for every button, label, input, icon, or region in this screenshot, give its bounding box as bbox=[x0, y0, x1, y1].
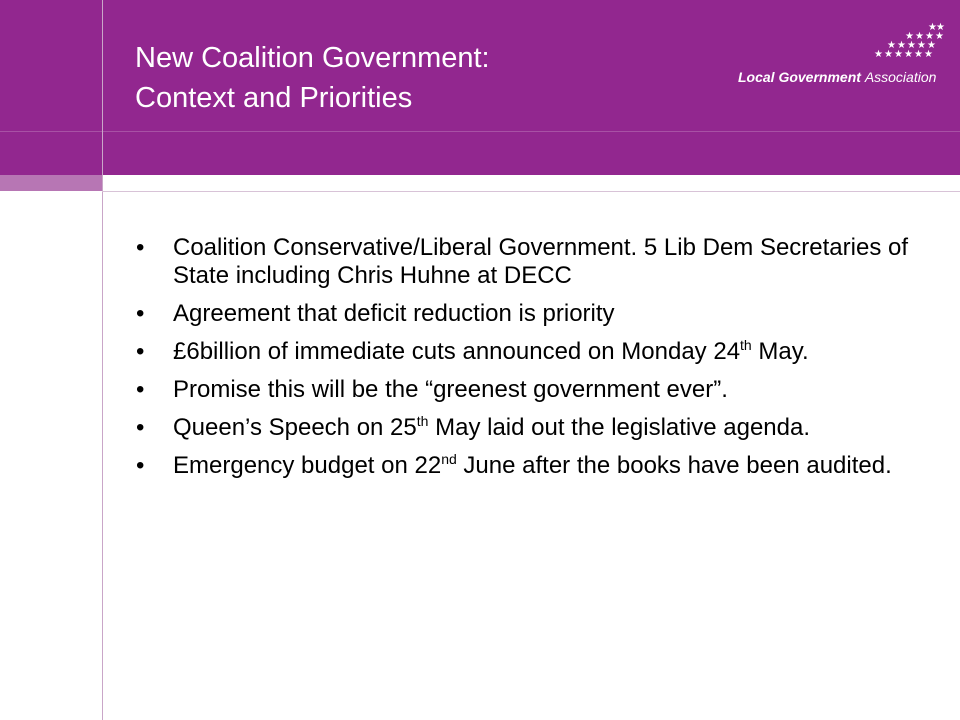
svg-text:★: ★ bbox=[905, 31, 914, 42]
bullet-item: • £6billion of immediate cuts announced on Monday 24th May. bbox=[136, 337, 809, 365]
slide-title bbox=[135, 38, 490, 118]
svg-text:★: ★ bbox=[927, 40, 936, 51]
svg-text:★: ★ bbox=[924, 49, 933, 60]
svg-text:★: ★ bbox=[904, 49, 913, 60]
bullet-item: • Emergency budget on 22nd June after the books have been audited. bbox=[136, 451, 892, 479]
logo-text bbox=[738, 69, 936, 85]
bullet-item: • Promise this will be the “greenest government ever”. bbox=[136, 376, 728, 403]
svg-text:★: ★ bbox=[915, 31, 924, 42]
bullet-item: • Agreement that deficit reduction is priority bbox=[136, 300, 615, 327]
bullet-item: • Queen’s Speech on 25th May laid out the legislative agenda. bbox=[136, 413, 811, 441]
svg-text:★: ★ bbox=[894, 49, 903, 60]
svg-text:★: ★ bbox=[917, 40, 926, 51]
header-divider bbox=[0, 131, 960, 132]
bullet-item: • Coalition Conservative/Liberal Government. 5 Lib Dem Secretaries of State including Chris Huhne at DECC bbox=[136, 234, 909, 289]
svg-text:★: ★ bbox=[887, 40, 896, 51]
svg-text:★: ★ bbox=[935, 31, 944, 42]
svg-text:★: ★ bbox=[907, 40, 916, 51]
content-top-rule bbox=[102, 191, 960, 192]
svg-text:★: ★ bbox=[928, 22, 937, 33]
stars-icon bbox=[738, 20, 948, 68]
logo-text-light: Association bbox=[864, 69, 937, 85]
svg-text:★: ★ bbox=[897, 40, 906, 51]
slide-title-line-2: Context and Priorities bbox=[135, 82, 413, 114]
svg-text:★: ★ bbox=[936, 22, 945, 33]
vertical-rule bbox=[102, 0, 103, 720]
lga-logo bbox=[738, 20, 948, 90]
svg-text:★: ★ bbox=[914, 49, 923, 60]
slide-title-line-1: New Coalition Government: bbox=[135, 42, 490, 74]
left-accent-tab bbox=[0, 175, 102, 191]
logo-text-bold: Local Government bbox=[738, 69, 861, 85]
bullet-list bbox=[130, 234, 920, 490]
svg-text:★: ★ bbox=[925, 31, 934, 42]
svg-text:★: ★ bbox=[884, 49, 893, 60]
svg-text:★: ★ bbox=[874, 49, 883, 60]
